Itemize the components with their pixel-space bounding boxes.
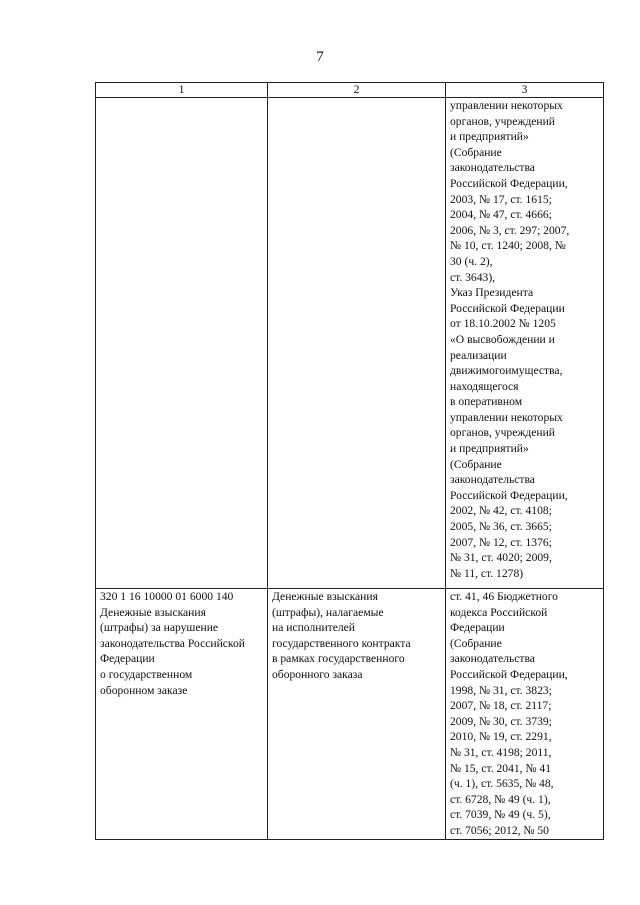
cell-text-line: Российской Федерации, bbox=[450, 176, 568, 190]
column-header-2: 2 bbox=[268, 83, 446, 98]
cell-text-line: и предприятий» bbox=[450, 442, 529, 456]
cell-text-line: 30 (ч. 2), bbox=[450, 254, 493, 268]
row1-col2-cell bbox=[268, 98, 446, 589]
cell-text-line: движимогоимущества, bbox=[450, 364, 563, 378]
cell-text-line: органов, учреждений bbox=[450, 114, 556, 128]
column-header-1: 1 bbox=[96, 83, 268, 98]
cell-text-line: № 31, ст. 4198; 2011, bbox=[450, 745, 552, 759]
row1-col1-cell bbox=[96, 98, 268, 589]
table-header-row bbox=[96, 83, 604, 98]
cell-text-line: управлении некоторых bbox=[450, 99, 563, 112]
cell-text-line: Федерации bbox=[100, 652, 155, 666]
cell-text-line: 1998, № 31, ст. 3823; bbox=[450, 683, 552, 697]
table-row bbox=[96, 98, 604, 589]
cell-text-line: «О высвобождении и bbox=[450, 332, 555, 346]
cell-text-line: (Собрание bbox=[450, 457, 502, 471]
cell-text-line: ст. 7056; 2012, № 50 bbox=[450, 823, 549, 837]
cell-text-line: Указ Президента bbox=[450, 286, 534, 300]
row2-col3-cell bbox=[446, 589, 604, 840]
cell-text-line: ст. 6728, № 49 (ч. 1), bbox=[450, 792, 551, 806]
row2-col1-cell bbox=[96, 589, 268, 840]
cell-text-line: органов, учреждений bbox=[450, 426, 556, 440]
cell-text-line: законодательства bbox=[450, 161, 535, 175]
cell-text-line: Российской Федерации, bbox=[450, 488, 568, 502]
cell-text-line: № 31, ст. 4020; 2009, bbox=[450, 551, 552, 565]
cell-text-line: законодательства Российской bbox=[100, 636, 245, 650]
cell-text-line: 2003, № 17, ст. 1615; bbox=[450, 192, 552, 206]
cell-text-line: 2007, № 18, ст. 2117; bbox=[450, 699, 552, 713]
cell-text-line: (Собрание bbox=[450, 636, 502, 650]
column-header-3: 3 bbox=[446, 83, 604, 98]
cell-text-line: Федерации bbox=[450, 621, 505, 635]
row2-col2-cell bbox=[268, 589, 446, 840]
cell-text-line: 2005, № 36, ст. 3665; bbox=[450, 520, 552, 534]
cell-text-line: на исполнителей bbox=[272, 621, 355, 635]
cell-text-line: в рамках государственного bbox=[272, 652, 405, 666]
cell-text-line: и предприятий» bbox=[450, 130, 529, 144]
cell-text-line: (штрафы), налагаемые bbox=[272, 605, 384, 619]
cell-text-line: Денежные взыскания bbox=[100, 605, 206, 619]
cell-text-line: от 18.10.2002 № 1205 bbox=[450, 317, 556, 331]
cell-text-line: в оперативном bbox=[450, 395, 523, 409]
cell-text-line: 2002, № 42, ст. 4108; bbox=[450, 504, 552, 518]
cell-text-line: № 15, ст. 2041, № 41 bbox=[450, 761, 552, 775]
cell-text-line: № 11, ст. 1278) bbox=[450, 566, 524, 580]
cell-text-line: Российской Федерации bbox=[450, 301, 565, 315]
cell-text-line: 2004, № 47, ст. 4666; bbox=[450, 208, 552, 222]
cell-text-line: государственного контракта bbox=[272, 636, 411, 650]
cell-text-line: управлении некоторых bbox=[450, 410, 563, 424]
cell-text-line: ст. 3643), bbox=[450, 270, 496, 284]
cell-text-line: (Собрание bbox=[450, 145, 502, 159]
page-number: 7 bbox=[316, 49, 324, 65]
cell-text-line: 2007, № 12, ст. 1376; bbox=[450, 535, 552, 549]
cell-text-line: находящегося bbox=[450, 379, 519, 393]
cell-text-line: 320 1 16 10000 01 6000 140 bbox=[100, 590, 234, 603]
cell-text-line: (штрафы) за нарушение bbox=[100, 621, 219, 635]
document-table bbox=[95, 82, 604, 840]
cell-text-line: ст. 7039, № 49 (ч. 5), bbox=[450, 808, 551, 822]
cell-text-line: о государственном bbox=[100, 667, 193, 681]
cell-text-line: 2006, № 3, ст. 297; 2007, bbox=[450, 223, 570, 237]
cell-text-line: 2010, № 19, ст. 2291, bbox=[450, 730, 552, 744]
cell-text-line: Российской Федерации, bbox=[450, 667, 568, 681]
cell-text-line: реализации bbox=[450, 348, 507, 362]
cell-text-line: кодекса Российской bbox=[450, 605, 548, 619]
cell-text-line: Денежные взыскания bbox=[272, 590, 378, 603]
cell-text-line: законодательства bbox=[450, 473, 535, 487]
cell-text-line: (ч. 1), ст. 5635, № 48, bbox=[450, 777, 554, 791]
cell-text-line: законодательства bbox=[450, 652, 535, 666]
cell-text-line: ст. 41, 46 Бюджетного bbox=[450, 590, 558, 603]
row1-col3-cell bbox=[446, 98, 604, 589]
table-row bbox=[96, 589, 604, 840]
cell-text-line: оборонного заказа bbox=[272, 667, 363, 681]
cell-text-line: № 10, ст. 1240; 2008, № bbox=[450, 239, 566, 253]
cell-text-line: оборонном заказе bbox=[100, 683, 188, 697]
cell-text-line: 2009, № 30, ст. 3739; bbox=[450, 714, 552, 728]
